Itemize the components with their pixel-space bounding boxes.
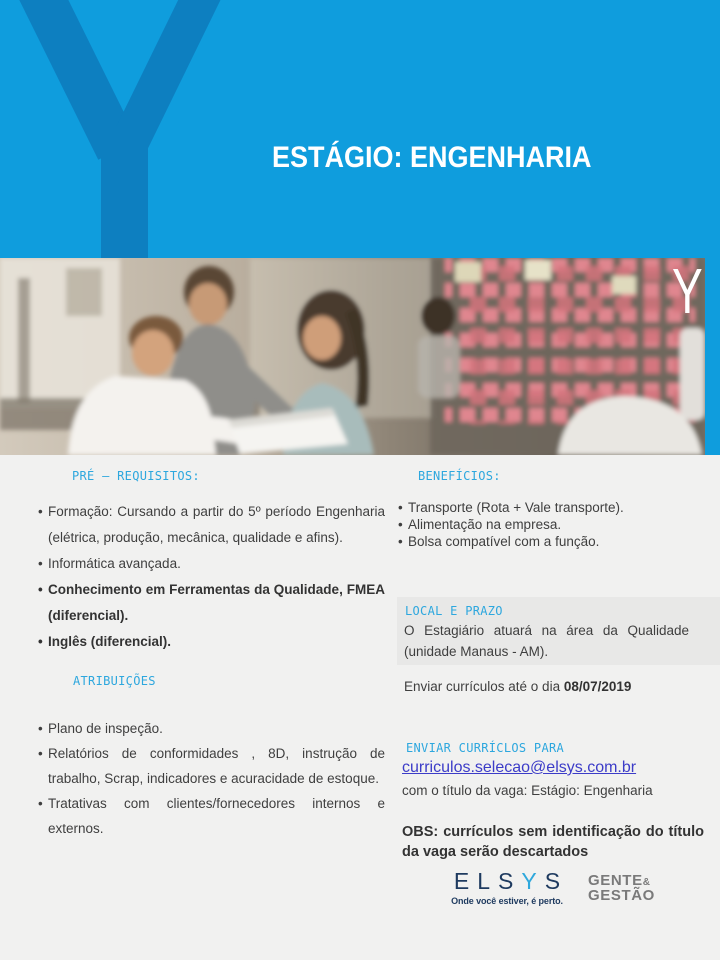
office-photo <box>0 258 705 455</box>
heading-pre-requisitos: PRÉ – REQUISITOS: <box>72 469 200 483</box>
list-item: • Inglês (diferencial). <box>38 629 385 655</box>
gente-gestao-logo <box>588 874 655 902</box>
heading-atribuicoes: ATRIBUIÇÕES <box>73 674 156 688</box>
pre-requisitos-list <box>38 499 385 655</box>
list-item: • Transporte (Rota + Vale transporte). <box>398 499 698 516</box>
list-item: • Conhecimento em Ferramentas da Qualidade, FMEA (diferencial). <box>38 577 385 629</box>
gente-word: GENTE <box>588 872 643 889</box>
elsys-letter: E <box>453 868 470 894</box>
photo-y-watermark: Y <box>672 258 703 327</box>
heading-enviar-curriculos: ENVIAR CURRÍCLOS PARA <box>406 741 565 755</box>
email-link[interactable]: curriculos.selecao@elsys.com.br <box>402 759 637 776</box>
list-item: • Tratativas com clientes/fornecedores internos e externos. <box>38 791 385 841</box>
beneficios-list <box>398 499 698 550</box>
elsys-letter-y: Y <box>521 868 537 894</box>
atribuicoes-list <box>38 716 385 841</box>
elsys-letter: S <box>544 868 561 894</box>
elsys-wordmark <box>450 869 564 893</box>
elsys-logo <box>450 869 564 906</box>
page-title: ESTÁGIO: ENGENHARIA <box>272 141 592 174</box>
local-e-prazo-text: O Estagiário atuará na área da Qualidade (unidade Manaus - AM). <box>404 623 689 659</box>
obs-note: OBS: currículos sem identificação do título da vaga serão descartados <box>402 824 704 860</box>
y-monogram-icon <box>0 0 260 258</box>
gente-ampersand: & <box>642 877 651 888</box>
local-e-prazo-panel <box>397 597 720 665</box>
gente-line2: GESTÃO <box>588 887 655 904</box>
deadline-line <box>404 679 631 694</box>
deadline-prefix: Enviar currículos até o dia <box>404 679 564 694</box>
list-item: • Plano de inspeção. <box>38 716 385 741</box>
content-area <box>0 455 720 960</box>
list-item: • Formação: Cursando a partir do 5º período Engenharia (elétrica, produção, mecânica, qualidade e afins). <box>38 499 385 551</box>
elsys-letter: L <box>477 868 491 894</box>
list-item: • Alimentação na empresa. <box>398 516 698 533</box>
elsys-tagline: Onde você estiver, é perto. <box>451 896 563 906</box>
subject-note: com o título da vaga: Estágio: Engenharia <box>402 783 653 798</box>
elsys-letter: S <box>498 868 514 894</box>
list-item: • Informática avançada. <box>38 551 385 577</box>
list-item: • Bolsa compatível com a função. <box>398 533 698 550</box>
list-item: • Relatórios de conformidades , 8D, instrução de trabalho, Scrap, indicadores e acuracidade de estoque. <box>38 741 385 791</box>
heading-local-e-prazo: LOCAL E PRAZO <box>405 604 503 618</box>
office-photo-illustration <box>0 258 705 455</box>
deadline-date: 08/07/2019 <box>563 679 632 694</box>
heading-beneficios: BENEFÍCIOS: <box>418 469 501 483</box>
